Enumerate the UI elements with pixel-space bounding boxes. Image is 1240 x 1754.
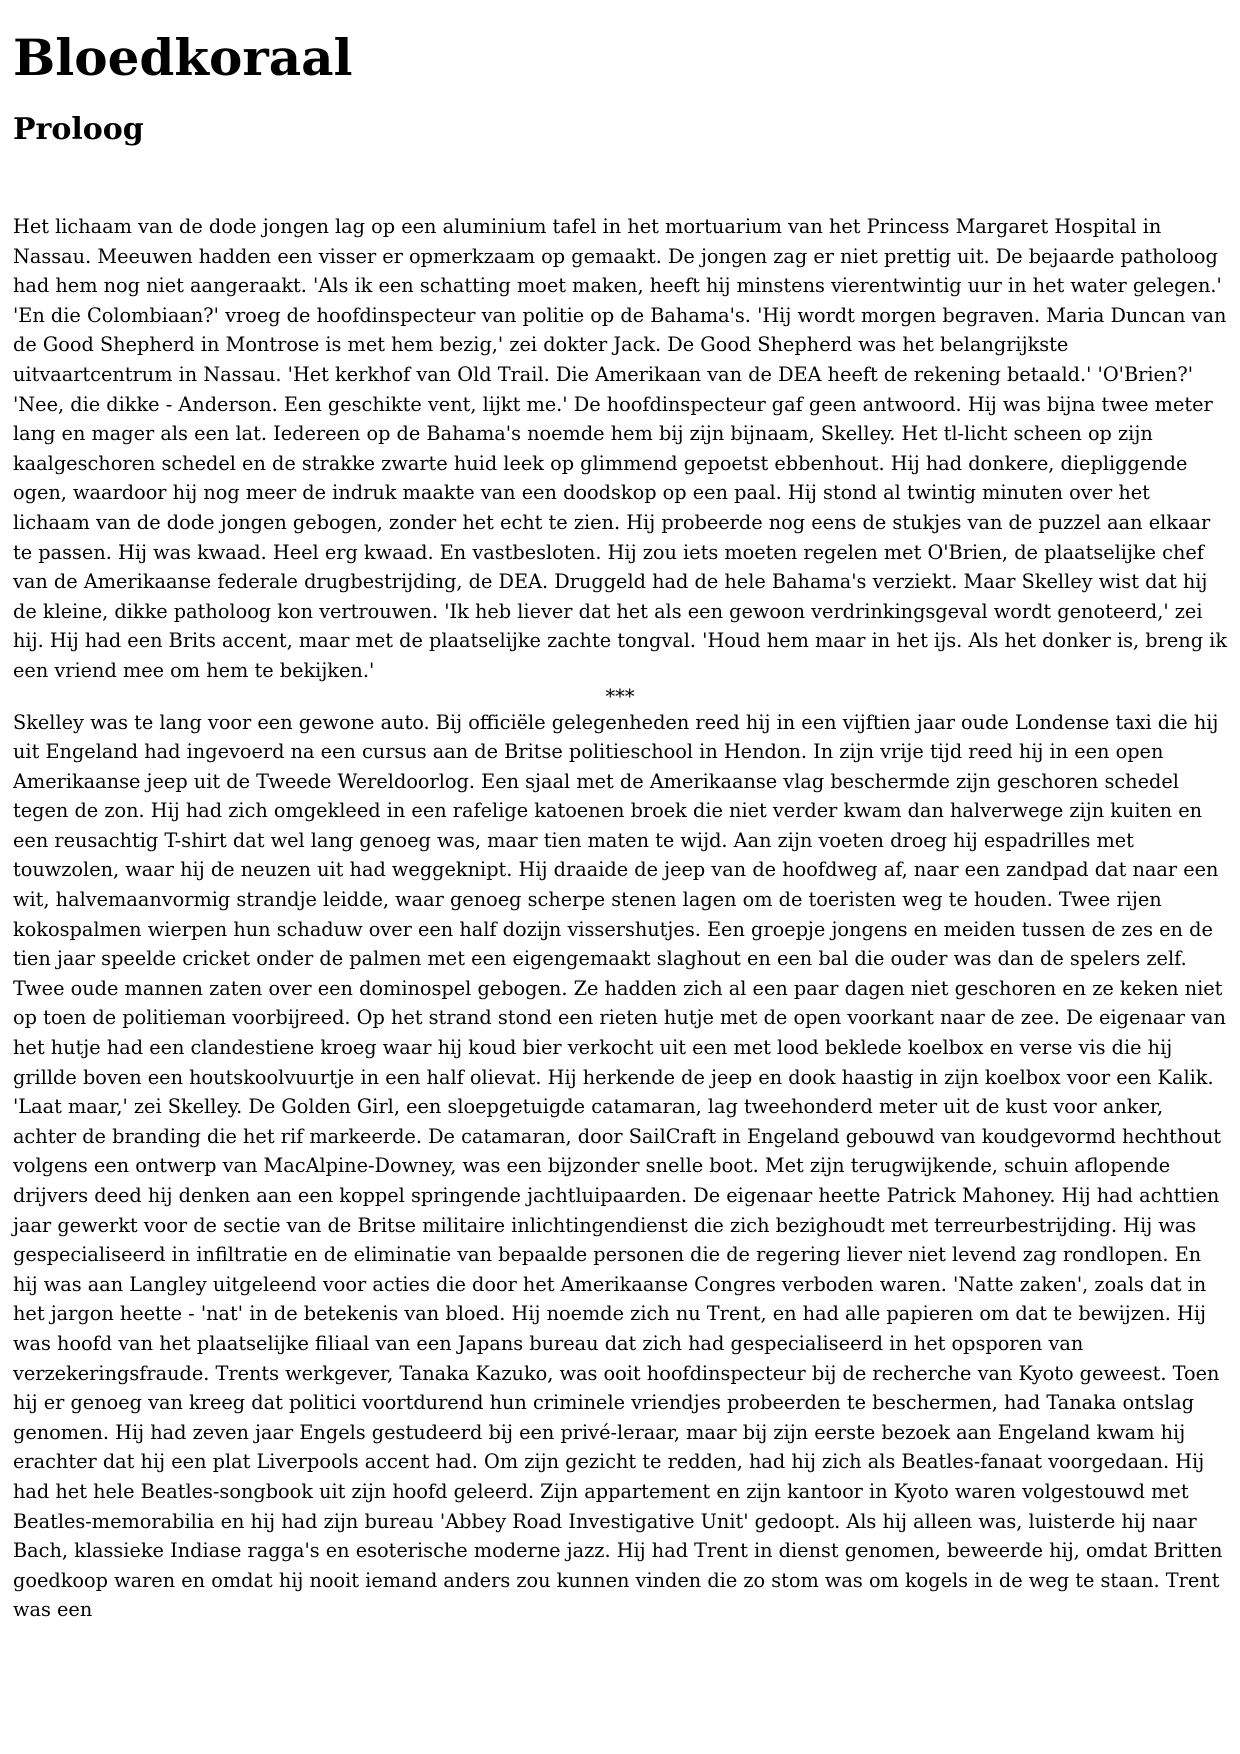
document-page (13, 0, 1227, 1625)
book-title: Bloedkoraal (13, 28, 353, 87)
chapter-heading: Proloog (13, 112, 144, 147)
paragraph-2: Skelley was te lang voor een gewone auto. Bij officiële gelegenheden reed hij in een vijftien jaar oude Londense taxi die hij uit Engeland had ingevoerd na een cursus aan de Britse politieschool in Hendon. In zijn vrije tijd reed hij in een open Amerikaanse jeep uit de Tweede Wereldoorlog. Een sjaal met de Amerikaanse vlag beschermde zijn geschoren schedel tegen de zon. Hij had zich omgekleed in een rafelige katoenen broek die niet verder kwam dan halverwege zijn kuiten en een reusachtig T-shirt dat wel lang genoeg was, maar tien maten te wijd. Aan zijn voeten droeg hij espadrilles met touwzolen, waar hij de neuzen uit had weggeknipt. Hij draaide de jeep van de hoofdweg af, naar een zandpad dat naar een wit, halvemaanvormig strandje leidde, waar genoeg scherpe stenen lagen om de toeristen weg te houden. Twee rijen kokospalmen wierpen hun schaduw over een half dozijn vissershutjes. Een groepje jongens en meiden tussen de zes en de tien jaar speelde cricket onder de palmen met een eigengemaakt slaghout en een bal die ouder was dan de spelers zelf. Twee oude mannen zaten over een dominospel gebogen. Ze hadden zich al een paar dagen niet geschoren en ze keken niet op toen de politieman voorbijreed. Op het strand stond een rieten hutje met de open voorkant naar de zee. De eigenaar van het hutje had een clandestiene kroeg waar hij koud bier verkocht uit een met lood beklede koelbox en verse vis die hij grillde boven een houtskoolvuurtje in een half olievat. Hij herkende de jeep en dook haastig in zijn koelbox voor een Kalik. 'Laat maar,' zei Skelley. De Golden Girl, een sloepgetuigde catamaran, lag tweehonderd meter uit de kust voor anker, achter de branding die het rif markeerde. De catamaran, door SailCraft in Engeland gebouwd van koudgevormd hechthout volgens een ontwerp van MacAlpine-Downey, was een bijzonder snelle boot. Met zijn terugwijkende, schuin aflopende drijvers deed hij denken aan een koppel springende jachtluipaarden. De eigenaar heette Patrick Mahoney. Hij had achttien jaar gewerkt voor de sectie van de Britse militaire inlichtingendienst die zich bezighoudt met terreurbestrijding. Hij was gespecialiseerd in infiltratie en de eliminatie van bepaalde personen die de regering liever niet levend zag rondlopen. En hij was aan Langley uitgeleend voor acties die door het Amerikaanse Congres verboden waren. 'Natte zaken', zoals dat in het jargon heette - 'nat' in de betekenis van bloed. Hij noemde zich nu Trent, en had alle papieren om dat te bewijzen. Hij was hoofd van het plaatselijke filiaal van een Japans bureau dat zich had gespecialiseerd in het opsporen van verzekeringsfraude. Trents werkgever, Tanaka Kazuko, was ooit hoofdinspecteur bij de recherche van Kyoto geweest. Toen hij er genoeg van kreeg dat politici voortdurend hun criminele vriendjes probeerden te beschermen, had Tanaka ontslag genomen. Hij had zeven jaar Engels gestudeerd bij een privé-leraar, maar bij zijn eerste bezoek aan Engeland kwam hij erachter dat hij een plat Liverpools accent had. Om zijn gezicht te redden, had hij zich als Beatles-fanaat voorgedaan. Hij had het hele Beatles-songbook uit zijn hoofd geleerd. Zijn appartement en zijn kantoor in Kyoto waren volgestouwd met Beatles-memorabilia en hij had zijn bureau 'Abbey Road Investigative Unit' gedoopt. Als hij alleen was, luisterde hij naar Bach, klassieke Indiase ragga's en esoterische moderne jazz. Hij had Trent in dienst genomen, beweerde hij, omdat Britten goedkoop waren en omdat hij nooit iemand anders zou kunnen vinden die zo stom was om kogels in de weg te staan. Trent was een (13, 710, 1226, 1622)
section-separator: *** (605, 684, 635, 708)
paragraph-1: Het lichaam van de dode jongen lag op een aluminium tafel in het mortuarium van het Princess Margaret Hospital in Nassau. Meeuwen hadden een visser er opmerkzaam op gemaakt. De jongen zag er niet prettig uit. De bejaarde patholoog had hem nog niet aangeraakt. 'Als ik een schatting moet maken, heeft hij minstens vierentwintig uur in het water gelegen.' 'En die Colombiaan?' vroeg de hoofdinspecteur van politie op de Bahama's. 'Hij wordt morgen begraven. Maria Duncan van de Good Shepherd in Montrose is met hem bezig,' zei dokter Jack. De Good Shepherd was het belangrijkste uitvaartcentrum in Nassau. 'Het kerkhof van Old Trail. Die Amerikaan van de DEA heeft de rekening betaald.' 'O'Brien?' 'Nee, die dikke - Anderson. Een geschikte vent, lijkt me.' De hoofdinspecteur gaf geen antwoord. Hij was bijna twee meter lang en mager als een lat. Iedereen op de Bahama's noemde hem bij zijn bijnaam, Skelley. Het tl-licht scheen op zijn kaalgeschoren schedel en de strakke zwarte huid leek op glimmend gepoetst ebbenhout. Hij had donkere, diepliggende ogen, waardoor hij nog meer de indruk maakte van een doodskop op een paal. Hij stond al twintig minuten over het lichaam van de dode jongen gebogen, zonder het echt te zien. Hij probeerde nog eens de stukjes van de puzzel aan elkaar te passen. Hij was kwaad. Heel erg kwaad. En vastbesloten. Hij zou iets moeten regelen met O'Brien, de plaatselijke chef van de Amerikaanse federale drugbestrijding, de DEA. Druggeld had de hele Bahama's verziekt. Maar Skelley wist dat hij de kleine, dikke patholoog kon vertrouwen. 'Ik heb liever dat het als een gewoon verdrinkingsgeval wordt genoteerd,' zei hij. Hij had een Brits accent, maar met de plaatselijke zachte tongval. 'Houd hem maar in het ijs. Als het donker is, breng ik een vriend mee om hem te bekijken.' (13, 215, 1228, 682)
